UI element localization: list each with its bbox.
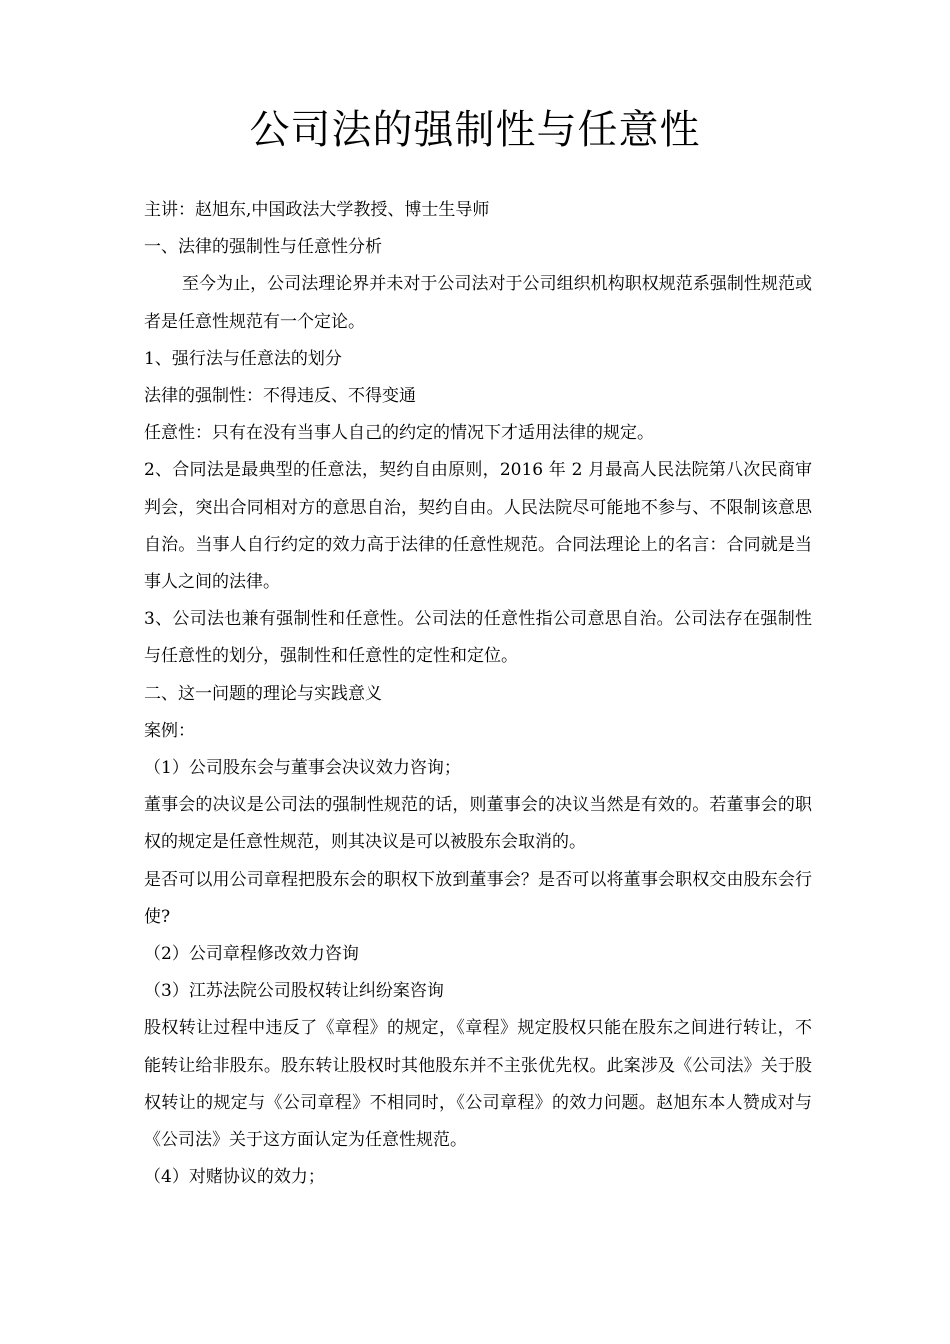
section-heading-1: 一、法律的强制性与任意性分析 <box>144 237 382 258</box>
paragraph-company-law: 3、公司法也兼有强制性和任意性。公司法的任意性指公司意思自治。公司法存在强制性与任意性的划分，强制性和任意性的定性和定位。 <box>144 609 812 667</box>
lecturer-line: 主讲：赵旭东,中国政法大学教授、博士生导师 <box>144 200 490 220</box>
case-item-4: （4）对赌协议的效力； <box>144 1167 325 1188</box>
case-item-3: （3）江苏法院公司股权转让纠纷案咨询 <box>144 981 444 1002</box>
point-heading-1: 1、强行法与任意法的划分 <box>144 348 342 369</box>
paragraph-contract-law: 2、合同法是最典型的任意法，契约自由原则，2016 年 2 月最高人民法院第八次民商审判会，突出合同相对方的意思自治，契约自由。人民法院尽可能地不参与、不限制该意思自治。当事人自行约定的效力高于法律的任意性规范。合同法理论上的名言：合同就是当事人之间的法律。 <box>144 460 812 593</box>
paragraph-equity-transfer: 股权转让过程中违反了《章程》的规定，《章程》规定股权只能在股东之间进行转让，不能转让给非股东。股东转让股权时其他股东并不主张优先权。此案涉及《公司法》关于股权转让的规定与《公司章程》不相同时，《公司章程》的效力问题。赵旭东本人赞成对与《公司法》关于这方面认定为任意性规范。 <box>144 1018 812 1151</box>
paragraph-delegation-question: 是否可以用公司章程把股东会的职权下放到董事会？是否可以将董事会职权交由股东会行使? <box>144 869 812 927</box>
paragraph-board-resolution: 董事会的决议是公司法的强制性规范的话，则董事会的决议当然是有效的。若董事会的职权的规定是任意性规范，则其决议是可以被股东会取消的。 <box>144 795 812 853</box>
case-item-1: （1）公司股东会与董事会决议效力咨询； <box>144 758 461 779</box>
case-label: 案例： <box>144 720 195 741</box>
paragraph-intro: 至今为止，公司法理论界并未对于公司法对于公司组织机构职权规范系强制性规范或者是任意性规范有一个定论。 <box>144 274 812 332</box>
paragraph-mandatory: 法律的强制性：不得违反、不得变通 <box>144 386 416 407</box>
paragraph-optional: 任意性：只有在没有当事人自己的约定的情况下才适用法律的规定。 <box>144 423 654 444</box>
case-item-2: （2）公司章程修改效力咨询 <box>144 944 359 965</box>
section-heading-2: 二、这一问题的理论与实践意义 <box>144 683 382 704</box>
document-title: 公司法的强制性与任意性 <box>249 107 701 153</box>
document-body <box>144 192 812 1196</box>
